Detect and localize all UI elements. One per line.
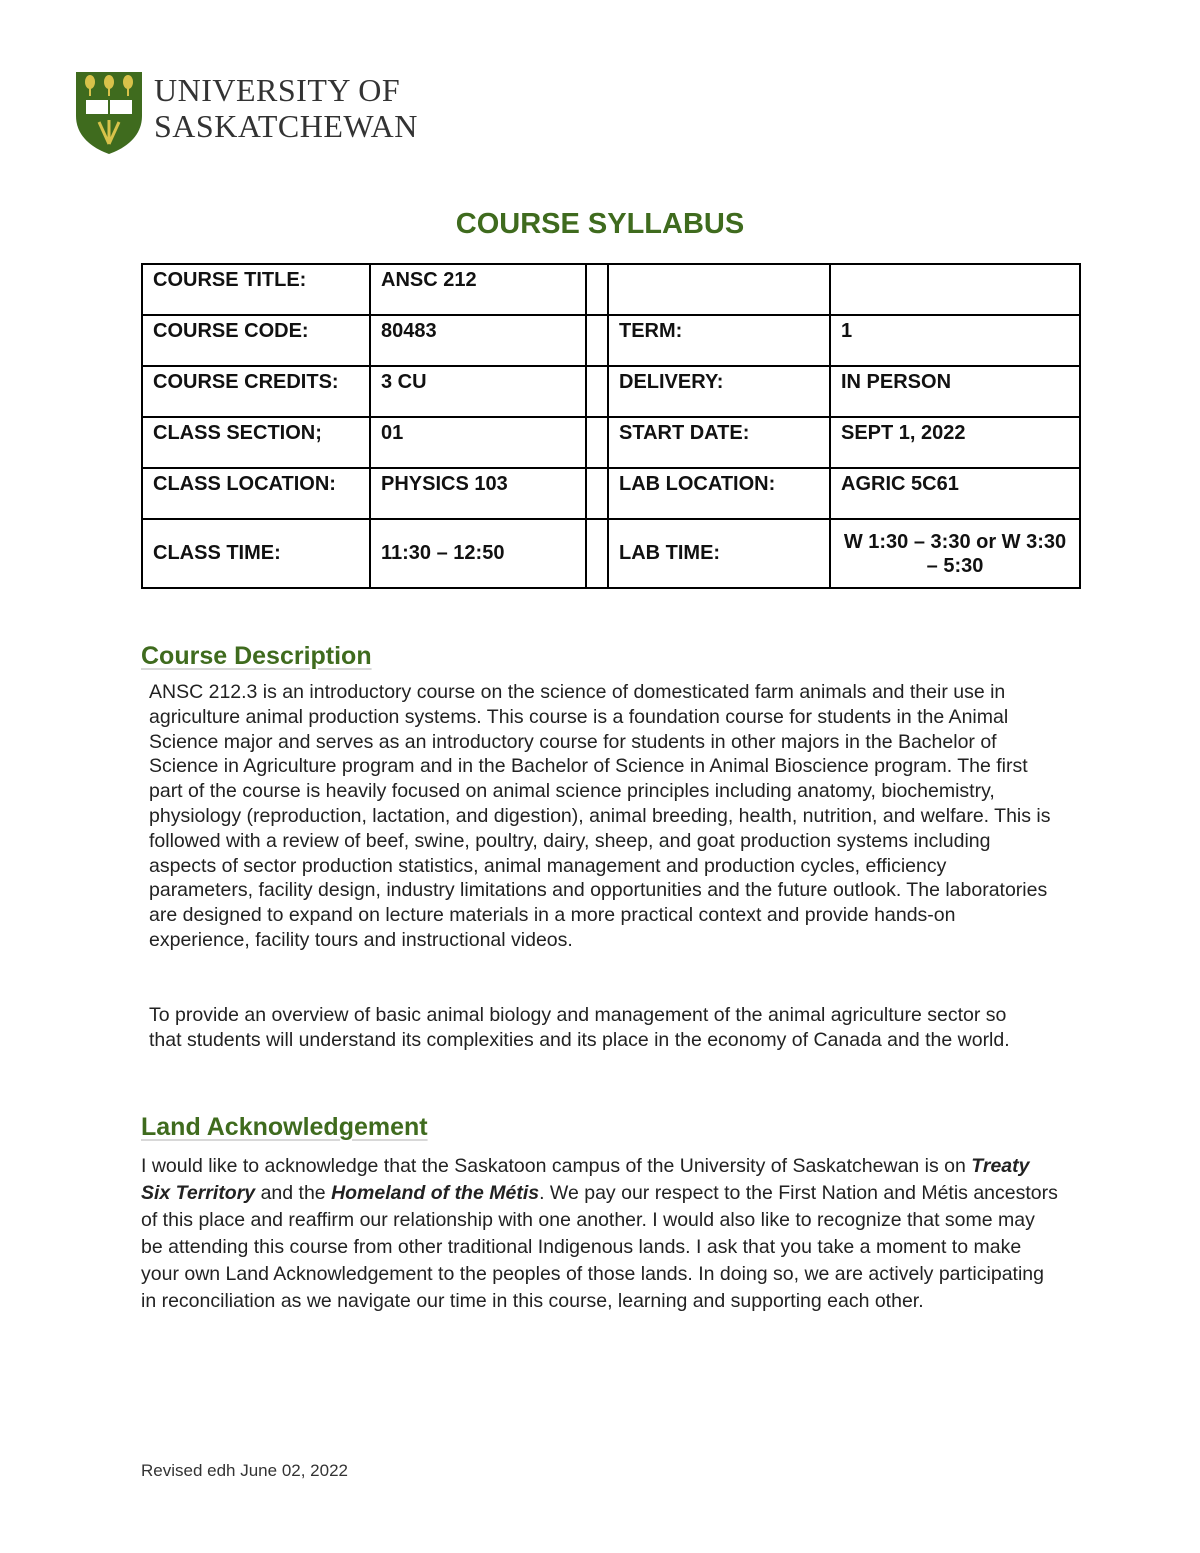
page-title: COURSE SYLLABUS (455, 208, 745, 240)
table-row (142, 264, 1080, 315)
field-label: CLASS SECTION; (142, 417, 370, 468)
spacer-cell (586, 366, 608, 417)
land-text-middle: and the (255, 1182, 332, 1204)
metis-homeland: Homeland of the Métis (331, 1182, 540, 1204)
field-label: START DATE: (608, 417, 830, 468)
field-value: 3 CU (370, 366, 586, 417)
field-value: IN PERSON (830, 366, 1080, 417)
land-text-after: . We pay our respect to the First Nation and Métis ancestors of this place and reaffirm our relationship with one another. I would also like to recognize that some may be attending this course from other traditional Indigenous lands. I ask that you take a moment to make your own Land Acknowledgement to the peoples of those lands. In doing so, we are actively participating in reconciliation as we navigate our time in this course, learning and supporting each other. (141, 1182, 1058, 1312)
course-info-table (141, 263, 1081, 589)
land-acknowledgement-paragraph (141, 1153, 1061, 1315)
course-objective-paragraph: To provide an overview of basic animal biology and management of the animal agriculture sector so that students will understand its complexities and its place in the economy of Canada and the world. (149, 1004, 1010, 1051)
spacer-cell (586, 417, 608, 468)
field-label: CLASS TIME: (142, 519, 370, 588)
field-label: COURSE CREDITS: (142, 366, 370, 417)
land-text-before: I would like to acknowledge that the Saskatoon campus of the University of Saskatchewan is on (141, 1155, 972, 1177)
table-row (142, 417, 1080, 468)
wordmark-line1: UNIVERSITY OF (154, 72, 401, 108)
spacer-cell (586, 468, 608, 519)
field-value: 01 (370, 417, 586, 468)
university-crest-icon (74, 70, 144, 154)
field-value: ANSC 212 (370, 264, 586, 315)
field-value: AGRIC 5C61 (830, 468, 1080, 519)
land-acknowledgement-heading: Land Acknowledgement (141, 1113, 428, 1141)
spacer-cell (586, 315, 608, 366)
field-label: COURSE TITLE: (142, 264, 370, 315)
field-label: DELIVERY: (608, 366, 830, 417)
field-value: SEPT 1, 2022 (830, 417, 1080, 468)
course-description-heading: Course Description (141, 642, 372, 670)
field-label: LAB LOCATION: (608, 468, 830, 519)
field-value: 1 (830, 315, 1080, 366)
field-value: W 1:30 – 3:30 or W 3:30 – 5:30 (830, 519, 1080, 588)
university-wordmark (154, 72, 418, 144)
field-value (830, 264, 1080, 315)
treaty-territory: Treaty Six Territory (141, 1155, 1030, 1204)
spacer-cell (586, 519, 608, 588)
wordmark-line2: SASKATCHEWAN (154, 108, 418, 144)
table-row (142, 315, 1080, 366)
revision-note: Revised edh June 02, 2022 (141, 1461, 348, 1480)
field-label: LAB TIME: (608, 519, 830, 588)
field-label (608, 264, 830, 315)
field-value: 11:30 – 12:50 (370, 519, 586, 588)
course-description-paragraph: ANSC 212.3 is an introductory course on the science of domesticated farm animals and their use in agriculture animal production systems. This course is a foundation course for students in the Animal Science major and serves as an introductory course for students in other majors in the Bachelor of Science in Agriculture program and in the Bachelor of Science in Animal Bioscience program. The first part of the course is heavily focused on animal science principles including anatomy, biochemistry, physiology (reproduction, lactation, and digestion), animal breeding, health, nutrition, and welfare. This is followed with a review of beef, swine, poultry, dairy, sheep, and goat production systems including aspects of sector production statistics, animal management and production cycles, efficiency parameters, facility design, industry limitations and opportunities and the future outlook. The laboratories are designed to expand on lecture materials in a more practical context and provide hands-on experience, facility tours and instructional videos. (149, 681, 1051, 951)
table-row (142, 519, 1080, 588)
spacer-cell (586, 264, 608, 315)
field-value: PHYSICS 103 (370, 468, 586, 519)
field-label: CLASS LOCATION: (142, 468, 370, 519)
field-value: 80483 (370, 315, 586, 366)
table-row (142, 366, 1080, 417)
table-row (142, 468, 1080, 519)
university-logo (74, 70, 454, 154)
field-label: COURSE CODE: (142, 315, 370, 366)
field-label: TERM: (608, 315, 830, 366)
